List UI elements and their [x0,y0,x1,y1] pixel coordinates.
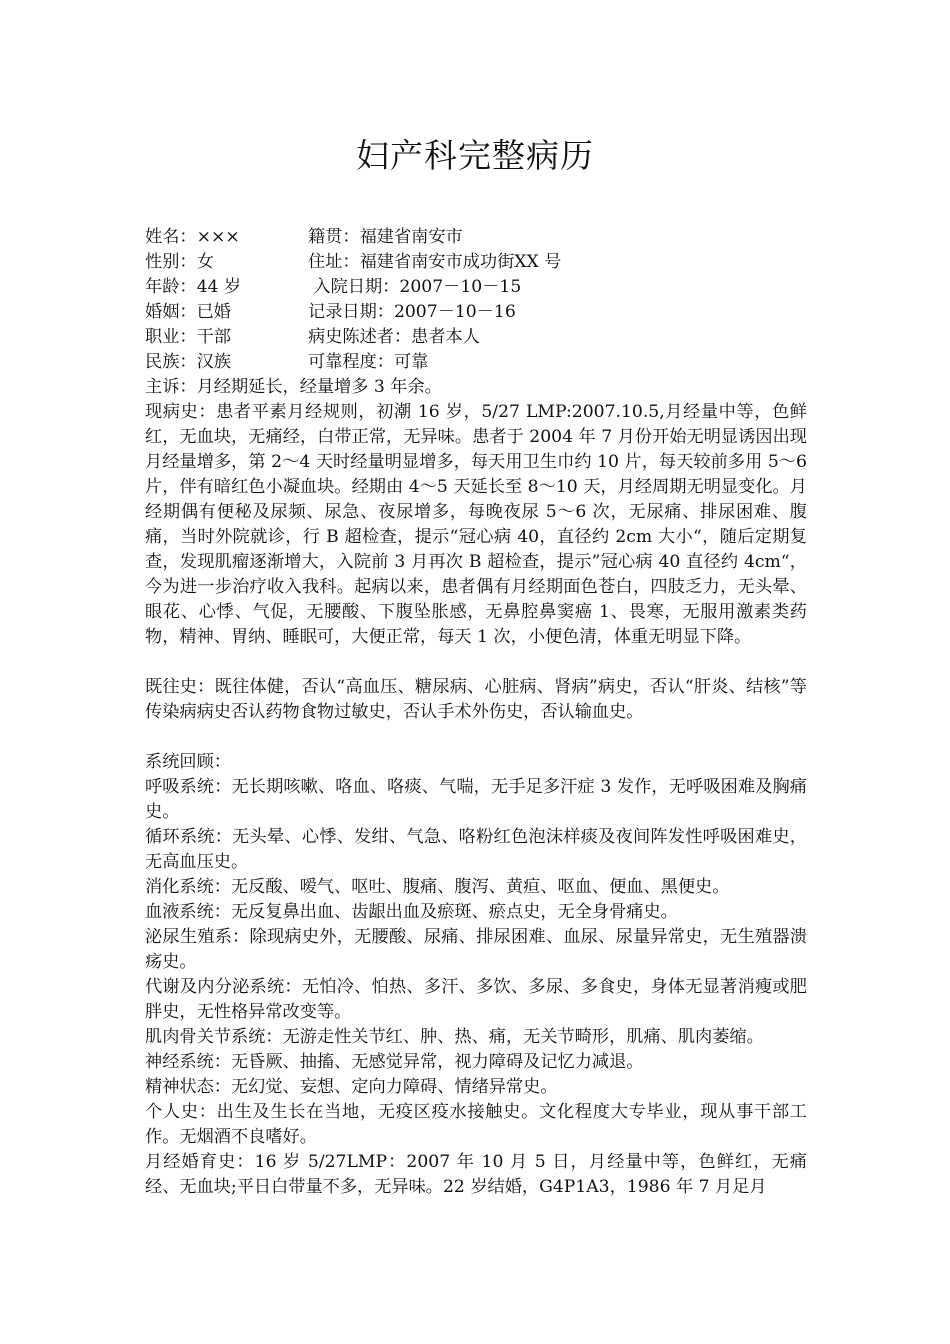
info-right: 病史陈述者：患者本人 [308,327,480,347]
info-left: 性别：女 [145,252,214,272]
info-row [145,325,807,350]
review-urogenital: 泌尿生殖系：除现病史外，无腰酸、尿痛、排尿困难、血尿、尿量异常史，无生殖器溃疡史。 [145,927,807,972]
info-left: 姓名：××× [145,227,240,247]
review-mental: 精神状态：无幻觉、妄想、定向力障碍、情绪异常史。 [145,1077,558,1097]
review-heading: 系统回顾： [145,752,231,772]
info-right: 籍贯：福建省南安市 [308,227,463,247]
info-row [145,275,807,300]
review-musculoskeletal: 肌肉骨关节系统：无游走性关节红、肿、热、痛，无关节畸形，肌痛、肌肉萎缩。 [145,1027,764,1047]
personal-history: 个人史：出生及生长在当地，无疫区疫水接触史。文化程度大专毕业，现从事干部工作。无烟酒不良嗜好。 [145,1102,807,1147]
info-row [145,300,807,325]
review-digestive: 消化系统：无反酸、嗳气、呕吐、腹痛、腹泻、黄疸、呕血、便血、黑便史。 [145,877,730,897]
info-row [145,250,807,275]
info-row [145,350,807,375]
review-endocrine: 代谢及内分泌系统：无怕冷、怕热、多汗、多饮、多尿、多食史，身体无显著消瘦或肥胖史，无性格异常改变等。 [145,977,807,1022]
info-right: 记录日期：2007－10－16 [308,302,516,322]
review-circulatory: 循环系统：无头晕、心悸、发绀、气急、咯粉红色泡沫样痰及夜间阵发性呼吸困难史，无高血压史。 [145,827,807,872]
info-left: 民族：汉族 [145,352,231,372]
chief-complaint: 主诉：月经期延长，经量增多 3 年余。 [145,377,442,397]
info-left: 职业：干部 [145,327,231,347]
review-blood: 血液系统：无反复鼻出血、齿龈出血及瘀斑、瘀点史，无全身骨痛史。 [145,902,678,922]
review-respiratory: 呼吸系统：无长期咳嗽、咯血、咯痰、气喘，无手足多汗症 3 发作，无呼吸困难及胸痛史。 [145,777,807,822]
info-right: 入院日期：2007－10－15 [308,277,522,297]
menstrual-marital-history: 月经婚育史：16 岁 5/27LMP：2007 年 10 月 5 日，月经量中等，色鲜红，无痛经、无血块;平日白带量不多，无异味。22 岁结婚，G4P1A3，1986 年 7 月足月 [145,1152,807,1197]
info-left: 年龄：44 岁 [145,277,242,297]
document-title: 妇产科完整病历 [356,136,594,175]
info-right: 住址：福建省南安市成功街XX 号 [308,252,562,272]
blank-line [145,650,807,675]
info-right: 可靠程度：可靠 [308,352,429,372]
review-nervous: 神经系统：无昏厥、抽搐、无感觉异常，视力障碍及记忆力减退。 [145,1052,644,1072]
present-illness: 现病史：患者平素月经规则，初潮 16 岁，5/27 LMP:2007.10.5,月经量中等，色鲜红，无血块，无痛经，白带正常，无异味。患者于 2004 年 7 月份开始无明显诱因出现月经量增多，第 2～4 天时经量明显增多，每天用卫生巾约 10 片，每天较前多用 5～6 片，伴有暗红色小凝血块。经期由 4～5 天延长至 8～10 天，月经周期无明显变化。月经期偶有便秘及尿频、尿急、夜尿增多，每晚夜尿 5～6 次，无尿痛、排尿困难、腹痛，当时外院就诊，行 B 超检查，提示“冠心病 40，直径约 2cm 大小“，随后定期复查，发现肌瘤逐渐增大，入院前 3 月再次 B 超检查，提示”冠心病 40 直径约 4cm“，今为进一步治疗收入我科。起病以来，患者偶有月经期面色苍白，四肢乏力，无头晕、眼花、心悸、气促，无腰酸、下腹坠胀感，无鼻腔鼻窦癌 1、畏寒，无服用激素类药物，精神、胃纳、睡眠可，大便正常，每天 1 次，小便色清，体重无明显下降。 [145,402,807,647]
blank-line [145,725,807,750]
info-row [145,225,807,250]
past-history: 既往史：既往体健，否认“高血压、糖尿病、心脏病、肾病”病史，否认“肝炎、结核”等传染病病史否认药物食物过敏史，否认手术外伤史，否认输血史。 [145,677,807,722]
info-left: 婚姻：已婚 [145,302,231,322]
document-body [145,225,807,1200]
